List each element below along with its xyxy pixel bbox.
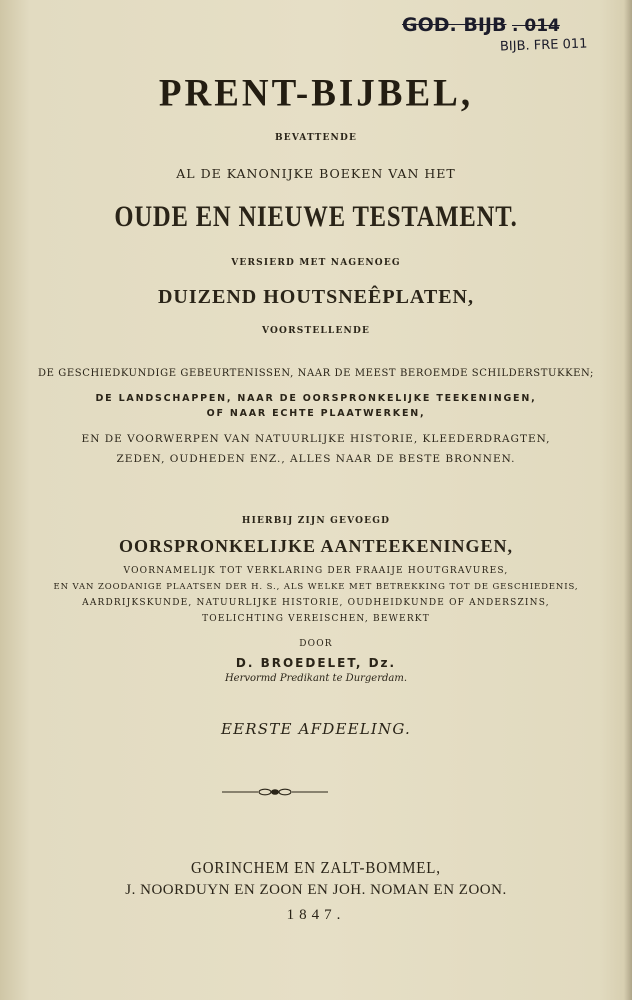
struck-shelfmark: GOD. BIJB [402,14,507,36]
description-line-2: DE LANDSCHAPPEN, NAAR DE OORSPRONKELIJKE TEEKENINGEN, [95,393,537,404]
subtitle-bevattende: BEVATTENDE [274,133,358,143]
author-name: D. BROEDELET, Dz. [235,656,397,670]
division-heading: EERSTE AFDEELING. [221,720,411,738]
notes-heading: OORSPRONKELIJKE AANTEEKENINGEN, [118,536,514,556]
description-line-4: EN DE VOORWERPEN VAN NATUURLIJKE HISTORIE, KLEEDERDRAGTEN, [81,433,551,445]
subtitle-woodcuts: DUIZEND HOUTSNEÊPLATEN, [157,286,475,308]
notes-line-1: VOORNAMELIJK TOT VERKLARING DER FRAAIJE HOUTGRAVURES, [123,566,509,576]
description-line-5: ZEDEN, OUDHEDEN ENZ., ALLES NAAR DE BESTE BRONNEN. [116,453,516,465]
notes-line-2: EN VAN ZOODANIGE PLAATSEN DER H. S., ALS WELKE MET BETREKKING TOT DE GESCHIEDENIS, [53,582,579,592]
shelfmark-annotation [402,14,602,64]
notes-line-4: TOELICHTING VEREISCHEN, BEWERKT [202,614,430,624]
shelfmark-second-line: BIJB. FRE 011 [499,36,588,55]
notes-door: DOOR [299,639,333,649]
author-role: Hervormd Predikant te Durgerdam. [224,673,408,684]
subtitle-versierd: VERSIERD MET NAGENOEG [231,258,401,268]
description-line-1: DE GESCHIEDKUNDIGE GEBEURTENISSEN, NAAR DE MEEST BEROEMDE SCHILDERSTUKKEN; [37,368,595,379]
imprint-year: 1847. [286,907,346,923]
subtitle-canonical-books: AL DE KANONIJKE BOEKEN VAN HET [176,166,456,181]
imprint-publisher: J. NOORDUYN EN ZOON EN JOH. NOMAN EN ZOON. [125,882,507,898]
subtitle-voorstellende: VOORSTELLENDE [261,326,371,336]
page-edge-shadow [624,0,632,1000]
book-title: PRENT-BIJBEL, [158,71,474,116]
subtitle-testament: OUDE EN NIEUWE TESTAMENT. [114,200,518,233]
description-line-3: OF NAAR ECHTE PLAATWERKEN, [206,408,426,419]
divider-ornament [222,786,328,798]
shelfmark-suffix: . 014 [512,16,560,36]
imprint-place: GORINCHEM EN ZALT-BOMMEL, [191,858,441,877]
notes-intro: HIERBIJ ZIJN GEVOEGD [241,516,391,526]
notes-line-3: AARDRIJKSKUNDE, NATUURLIJKE HISTORIE, OUDHEIDKUNDE OF ANDERSZINS, [82,598,550,608]
